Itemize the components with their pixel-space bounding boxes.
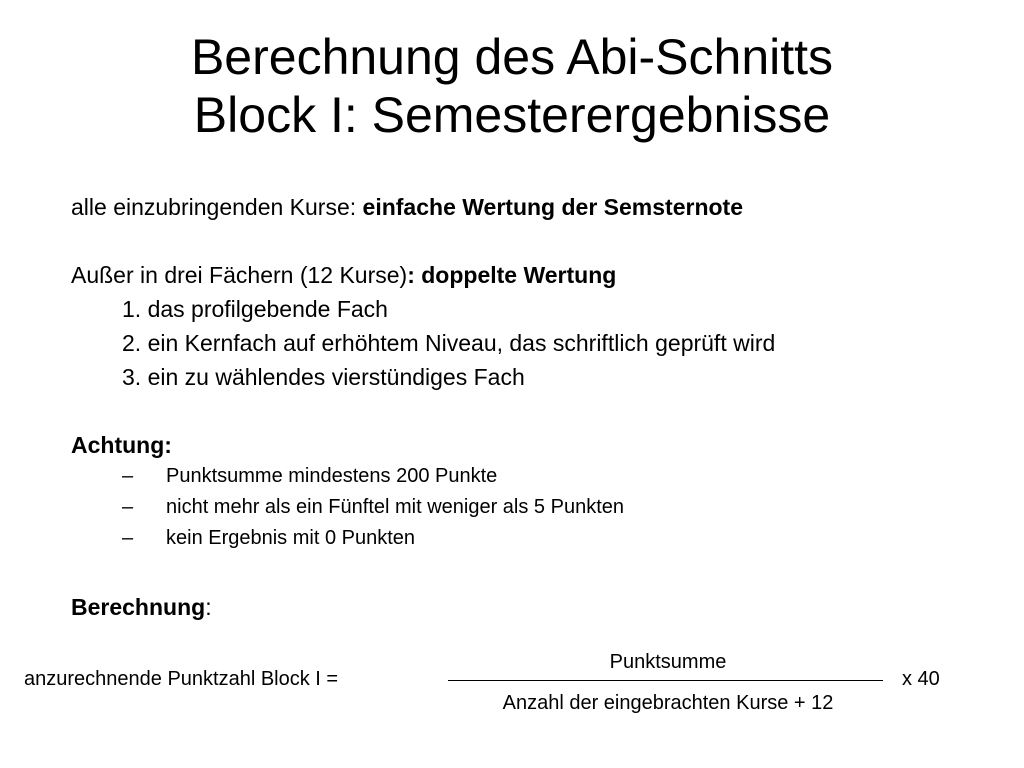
- intro-line: [71, 193, 743, 221]
- formula-label: anzurechnende Punktzahl Block I =: [24, 668, 339, 690]
- calculation-colon: :: [205, 594, 212, 620]
- warning-heading: [71, 431, 172, 459]
- intro-emphasis: einfache Wertung der Semsternote: [362, 194, 743, 220]
- warning-dash-3: –: [122, 527, 134, 549]
- title-line-1: Berechnung des Abi-Schnitts: [190, 29, 834, 85]
- warning-item-1: Punktsumme mindestens 200 Punkte: [166, 465, 498, 487]
- calculation-heading-text: Berechnung: [71, 594, 206, 620]
- formula-denominator: Anzahl der eingebrachten Kurse + 12: [502, 692, 834, 714]
- warning-dash-2: –: [122, 496, 134, 518]
- formula-multiplier: x 40: [902, 668, 940, 690]
- exception-item-1: 1. das profilgebende Fach: [122, 296, 388, 322]
- exception-prefix: Außer in drei Fächern (12 Kurse): [71, 262, 408, 288]
- slide-title: [0, 28, 1024, 144]
- exception-emphasis: : doppelte Wertung: [407, 262, 617, 288]
- warning-item-3: kein Ergebnis mit 0 Punkten: [166, 527, 416, 549]
- calculation-heading: [71, 593, 212, 621]
- exception-item-2: 2. ein Kernfach auf erhöhtem Niveau, das schriftlich geprüft wird: [122, 330, 776, 356]
- title-line-2: Block I: Semesterergebnisse: [193, 87, 831, 143]
- formula-numerator: Punktsumme: [609, 651, 727, 673]
- warning-item-2: nicht mehr als ein Fünftel mit weniger als 5 Punkten: [166, 496, 624, 518]
- intro-prefix: alle einzubringenden Kurse:: [71, 194, 363, 220]
- exception-item-3: 3. ein zu wählendes vierstündiges Fach: [122, 364, 525, 390]
- exception-line: [71, 261, 616, 289]
- warning-heading-text: Achtung:: [71, 432, 172, 458]
- warning-dash-1: –: [122, 465, 134, 487]
- fraction-bar: [448, 680, 883, 681]
